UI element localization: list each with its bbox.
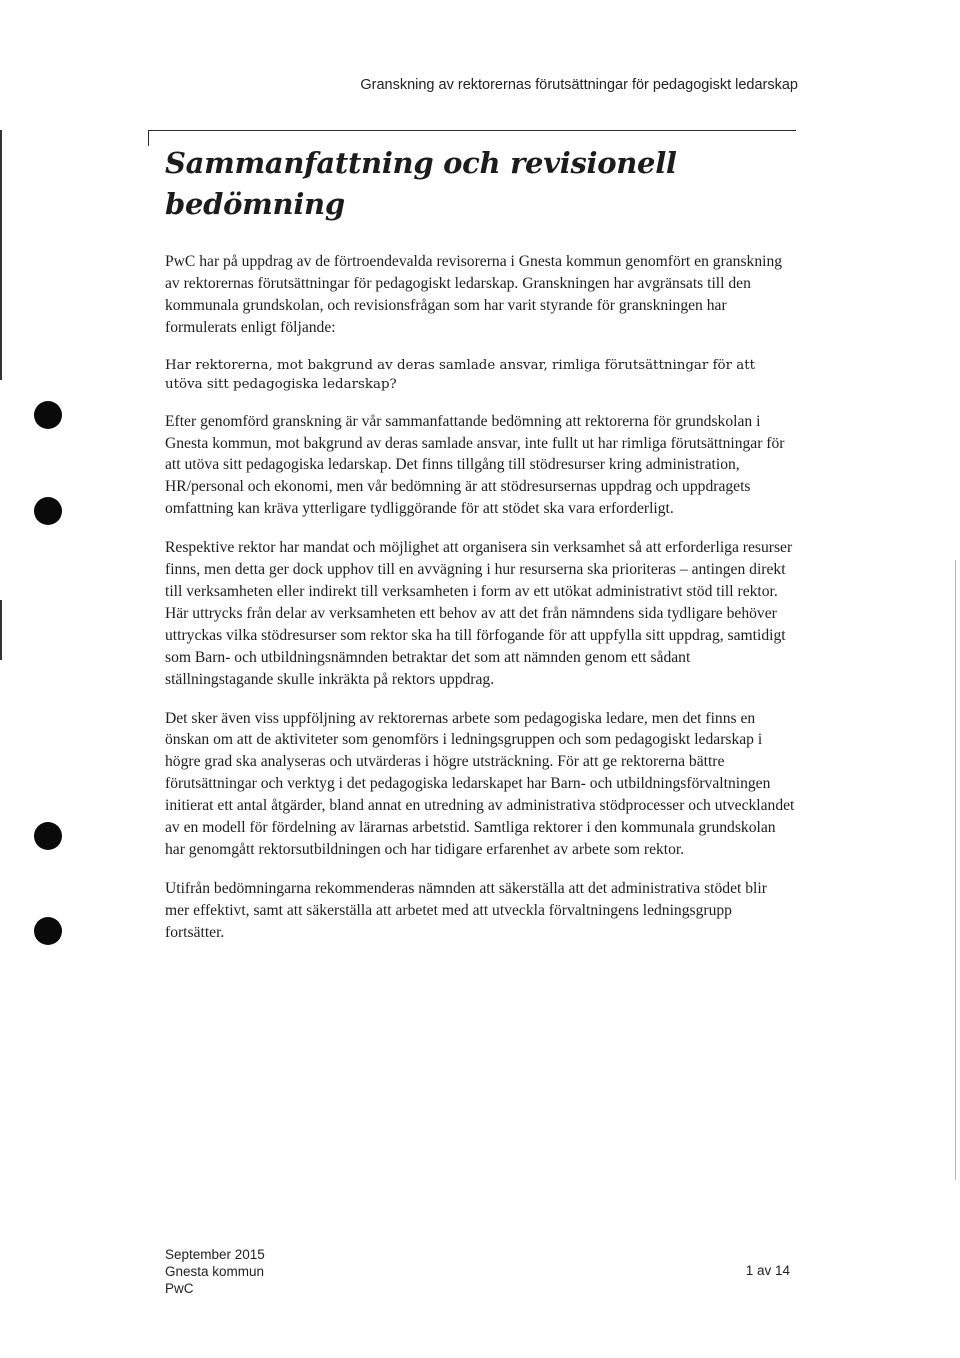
paragraph-mandate: Respektive rektor har mandat och möjlighet att organisera sin verksamhet så att erforderliga resurser finns, men detta ger dock upphov till en avvägning i hur resurserna ska prioriteras – antingen direkt till verksamheten eller indirekt till verksamheten i form av ett utökat administrativt stöd till rektor. Här uttrycks från delar av verksamheten ett behov av att det från nämndens sida tydligare behöver uttryckas vilka stödresurser som rektor ska ha till förfogande för att uppfylla sitt uppdrag, samtidigt som Barn- och utbildningsnämnden betraktar det som att nämnden genom ett sådant ställningstagande skulle inkräkta på rektors uppdrag. <box>165 539 793 688</box>
section-title: Sammanfattning och revisionell bedömning <box>165 146 677 221</box>
header-rule-tick <box>148 130 149 146</box>
footer-author: PwC <box>165 1281 194 1296</box>
scan-edge-line <box>0 130 2 380</box>
punch-hole <box>34 822 62 850</box>
footer-info <box>165 1246 265 1297</box>
punch-hole <box>34 497 62 525</box>
running-header: Granskning av rektorernas förutsättningar för pedagogiskt ledarskap <box>360 77 798 93</box>
paragraph-intro: PwC har på uppdrag av de förtroendevalda revisorerna i Gnesta kommun genomfört en granskning av rektorernas förutsättningar för pedagogiskt ledarskap. Granskningen har avgränsats till den kommunala grundskolan, och revisionsfrågan som har varit styrande för granskningen har formulerats enligt följande: <box>165 253 783 336</box>
paragraph-assessment: Efter genomförd granskning är vår sammanfattande bedömning att rektorerna för grundskolan i Gnesta kommun, mot bakgrund av deras samlade ansvar, inte fullt ut har rimliga förutsättningar för att utöva sitt pedagogiska ledarskap. Det finns tillgång till stödresurser kring administration, HR/personal och ekonomi, men vår bedömning är att stödresursernas uppdrag och uppdragets omfattning kan kräva ytterligare tydliggörande för att stödet ska vara erforderligt. <box>165 412 785 518</box>
paragraph-revision-question: Har rektorerna, mot bakgrund av deras samlade ansvar, rimliga förutsättningar för att utöva sitt pedagogiska ledarskap? <box>165 357 755 392</box>
body-text <box>165 251 795 961</box>
punch-hole <box>34 401 62 429</box>
scan-edge-line <box>0 600 2 660</box>
punch-hole <box>34 917 62 945</box>
paragraph-recommendation: Utifrån bedömningarna rekommenderas nämnden att säkerställa att det administrativa stödet blir mer effektivt, samt att säkerställa att arbetet med att utveckla förvaltningens ledningsgrupp fortsätter. <box>165 879 767 941</box>
footer-organization: Gnesta kommun <box>165 1264 265 1279</box>
footer-date: September 2015 <box>165 1247 265 1262</box>
page-number: 1 av 14 <box>745 1263 790 1278</box>
scan-edge-line <box>955 560 956 1180</box>
paragraph-followup: Det sker även viss uppföljning av rektorernas arbete som pedagogiska ledare, men det finns en önskan om att de aktiviteter som genomförs i ledningsgruppen och som pedagogiskt ledarskap i högre grad ska analyseras och utvärderas i högre utsträckning. För att ge rektorerna bättre förutsättningar och verktyg i det pedagogiska ledarskapet har Barn- och utbildningsförvaltningen initierat ett antal åtgärder, bland annat en utredning av administrativa stödprocesser och utvecklandet av en modell för fördelning av lärarnas arbetstid. Samtliga rektorer i den kommunala grundskolan har genomgått rektorsutbildningen och har tidigare erfarenhet av arbete som rektor. <box>165 709 795 858</box>
header-rule <box>148 130 796 131</box>
